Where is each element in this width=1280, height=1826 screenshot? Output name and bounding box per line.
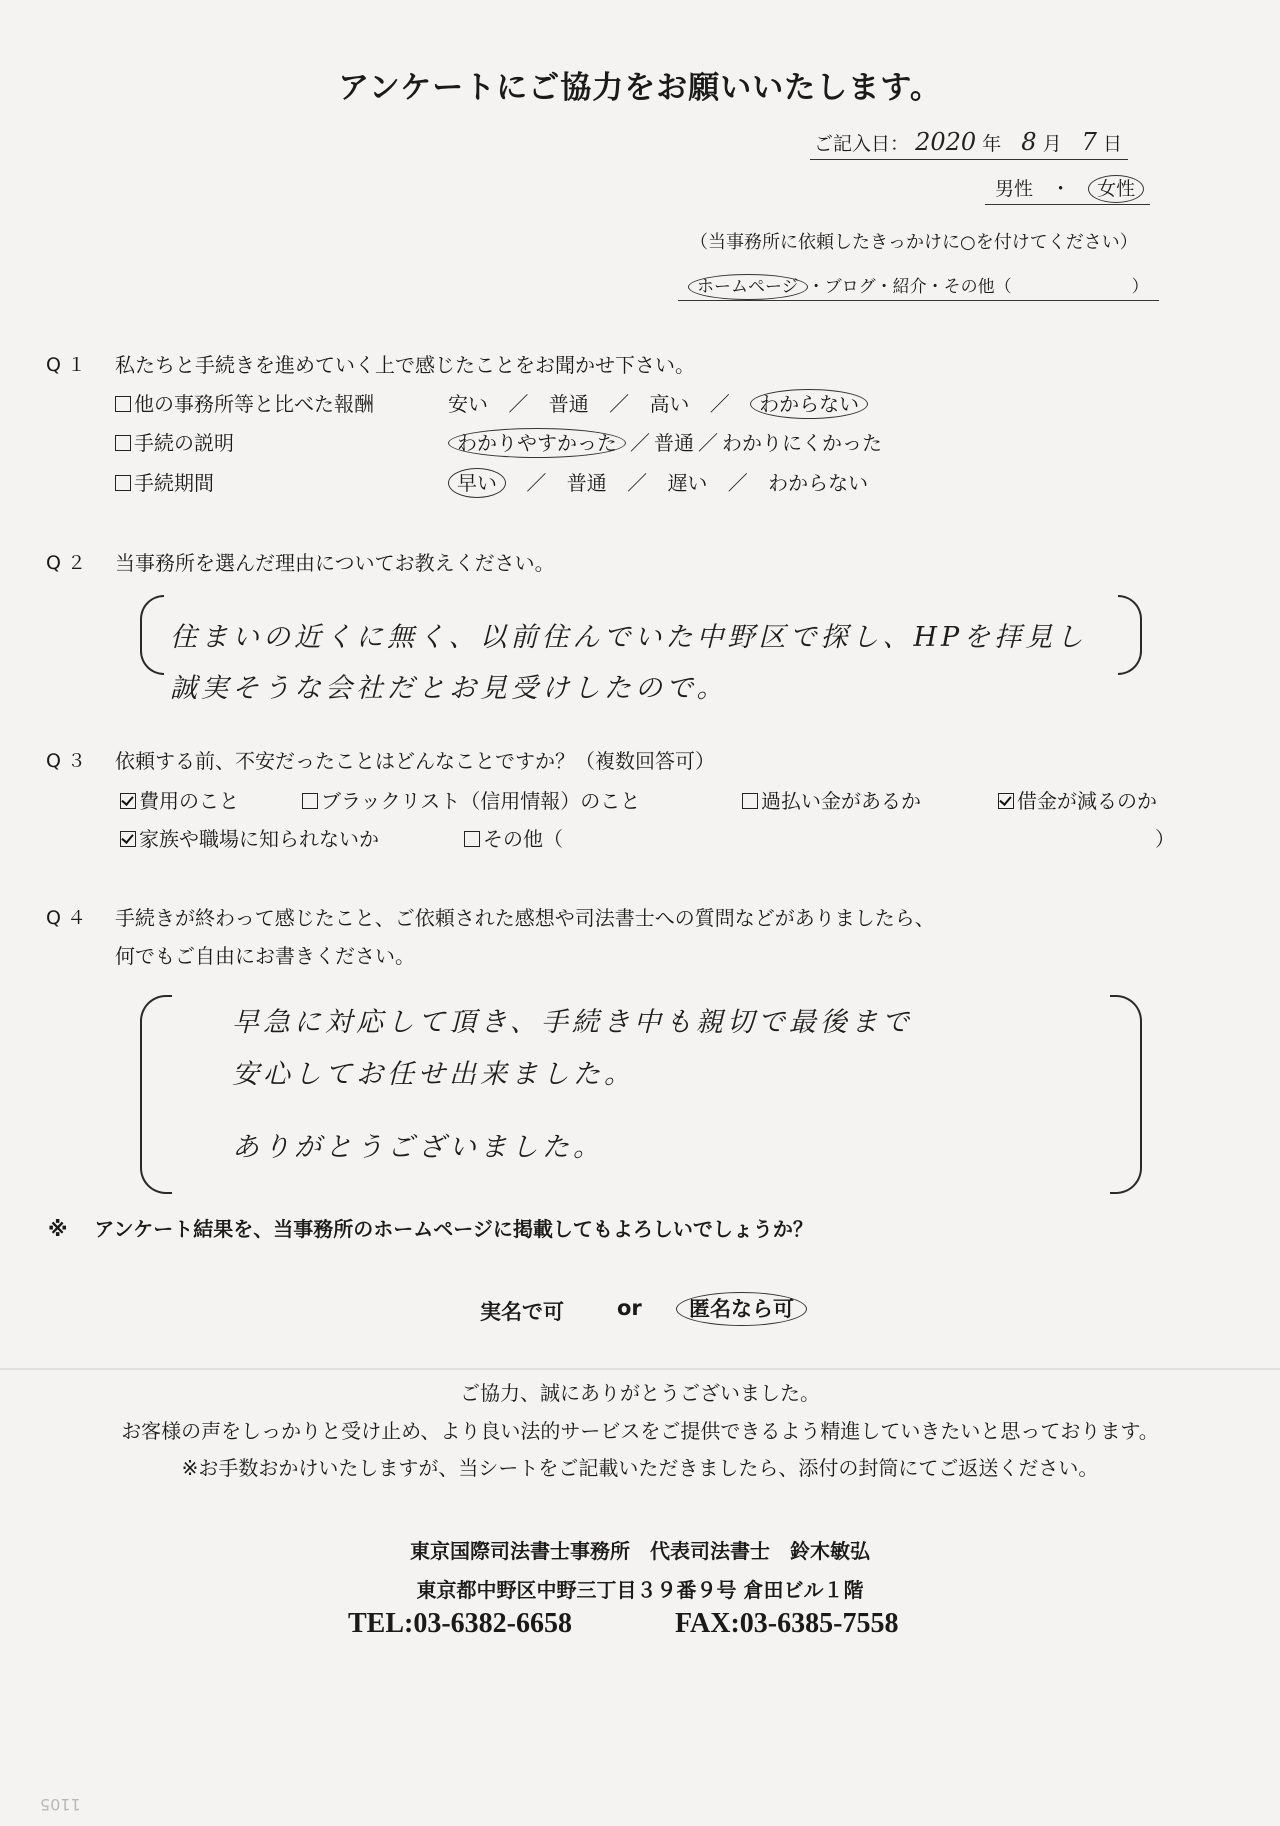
trigger-homepage-circled: ホームページ: [688, 274, 808, 300]
separator: ／: [630, 431, 650, 455]
q3-option-cost-label: 費用のこと: [139, 789, 239, 813]
option-anonymous-label: 匿名なら可: [676, 1292, 807, 1326]
gender-separator: ・: [1051, 178, 1071, 200]
q2-question: 当事務所を選んだ理由についてお教えください。: [115, 551, 555, 575]
q1-row-explanation: [115, 427, 234, 456]
option-real-name[interactable]: 実名で可: [480, 1300, 564, 1324]
footer-thanks: ご協力、誠にありがとうございました。: [460, 1381, 820, 1405]
checkbox-checked-icon[interactable]: [120, 831, 136, 847]
q3-option-family-work-label: 家族や職場に知られないか: [139, 827, 379, 851]
checkbox-icon[interactable]: [742, 793, 758, 809]
trigger-close-paren: ）: [1131, 277, 1149, 297]
option-normal[interactable]: 普通: [548, 392, 589, 416]
office-address: 東京都中野区中野三丁目３９番９号 倉田ビル１階: [416, 1578, 864, 1602]
footer-message: お客様の声をしっかりと受け止め、より良い法的サービスをご提供できるよう精進していきたいと思っております。: [121, 1419, 1159, 1443]
answer-bracket-left: [140, 995, 172, 1194]
pencil-mark: 1105: [40, 1795, 81, 1814]
option-cheap[interactable]: 安い: [448, 392, 488, 416]
gender-choice: [985, 174, 1150, 205]
option-or: or: [617, 1296, 642, 1320]
q1-question: 私たちと手続きを進めていく上で感じたことをお聞かせ下さい。: [115, 353, 695, 377]
trigger-options: ・ブログ・紹介・その他（: [807, 277, 1012, 297]
publication-question: [48, 1213, 813, 1242]
separator: ／: [698, 431, 718, 455]
option-fast-circled[interactable]: 早い: [448, 468, 506, 498]
checkbox-checked-icon[interactable]: [998, 793, 1014, 809]
office-name: 東京国際司法書士事務所 代表司法書士 鈴木敏弘: [410, 1539, 870, 1563]
checkbox-icon[interactable]: [464, 831, 480, 847]
option-anonymous-circled[interactable]: [676, 1293, 807, 1323]
q1-row-explanation-label: 手続の説明: [134, 431, 234, 455]
q4-question-line-2: 何でもご自由にお書きください。: [115, 944, 415, 968]
option-normal[interactable]: 普通: [654, 431, 694, 455]
date-day: 7: [1081, 128, 1097, 156]
office-fax: FAX:03-6385-7558: [675, 1608, 899, 1639]
q3-close-paren: ）: [1155, 827, 1175, 851]
checkbox-icon[interactable]: [115, 475, 131, 491]
page-title: アンケートにご協力をお願いいたします。: [338, 70, 942, 106]
separator: ／: [609, 392, 630, 416]
q3-label: Q３: [46, 750, 92, 772]
publication-question-text: アンケート結果を、当事務所のホームページに掲載してもよろしいでしょうか？: [94, 1217, 813, 1241]
answer-bracket-left: [140, 595, 164, 675]
q3-option-debt-reduction[interactable]: [998, 785, 1157, 814]
q1-row-explanation-options: [448, 427, 882, 456]
q3-option-other-label: その他（: [483, 827, 563, 851]
q3-option-cost[interactable]: [120, 785, 239, 814]
q3-option-blacklist-label: ブラックリスト（信用情報）のこと: [321, 789, 641, 813]
separator: ／: [709, 392, 730, 416]
q3-option-overpayment[interactable]: [742, 785, 921, 814]
gender-male: 男性: [995, 178, 1034, 200]
date-label: ご記入日：: [814, 133, 910, 155]
q3-option-debt-reduction-label: 借金が減るのか: [1017, 789, 1157, 813]
separator: ／: [508, 392, 529, 416]
q4-question-line-1: 手続きが終わって感じたこと、ご依頼された感想や司法書士への質問などがありましたら、: [115, 906, 935, 930]
q1-row-fee: [115, 388, 374, 417]
entry-date: [810, 128, 1128, 160]
option-normal[interactable]: 普通: [566, 471, 607, 495]
checkbox-icon[interactable]: [302, 793, 318, 809]
q2-answer-line-2: 誠実そうな会社だとお見受けしたので。: [170, 673, 728, 704]
q3-option-family-work[interactable]: [120, 823, 379, 852]
checkbox-icon[interactable]: [115, 396, 131, 412]
day-unit: 日: [1102, 133, 1122, 155]
checkbox-checked-icon[interactable]: [120, 793, 136, 809]
q1-row-duration-options: [448, 467, 868, 496]
q4-label: Q４: [46, 907, 92, 929]
q2-label: Q２: [46, 552, 92, 574]
option-hard[interactable]: わかりにくかった: [722, 431, 882, 455]
q3-option-blacklist[interactable]: [302, 785, 640, 814]
month-unit: 月: [1042, 133, 1062, 155]
q1-row-fee-label: 他の事務所等と比べた報酬: [134, 392, 374, 416]
q4-answer-line-2: 安心してお任せ出来ました。: [232, 1059, 635, 1090]
checkbox-icon[interactable]: [115, 435, 131, 451]
gender-female-circled: 女性: [1088, 175, 1144, 203]
fold-line: [0, 1368, 1280, 1370]
year-unit: 年: [982, 133, 1002, 155]
footer-return-note: ※お手数おかけいたしますが、当シートをご記載いただきましたら、添付の封筒にてご返送ください。: [181, 1456, 1099, 1480]
trigger-choice: [678, 272, 1159, 301]
option-slow[interactable]: 遅い: [667, 471, 708, 495]
q3-question: 依頼する前、不安だったことはどんなことですか？（複数回答可）: [115, 749, 715, 773]
q1-row-duration-label: 手続期間: [134, 471, 214, 495]
answer-bracket-right: [1110, 995, 1142, 1194]
notice-mark: ※: [48, 1217, 68, 1241]
separator: ／: [526, 471, 547, 495]
q4-answer-line-3: ありがとうございました。: [232, 1132, 604, 1163]
separator: ／: [727, 471, 748, 495]
q4-answer-line-1: 早急に対応して頂き、手続き中も親切で最後まで: [232, 1007, 913, 1038]
q2-answer-line-1: 住まいの近くに無く、以前住んでいた中野区で探し、HPを拝見し: [170, 622, 1088, 653]
answer-bracket-right: [1118, 595, 1142, 675]
option-unknown[interactable]: わからない: [768, 471, 869, 495]
separator: ／: [627, 471, 648, 495]
q3-option-overpayment-label: 過払い金があるか: [761, 789, 921, 813]
date-year: 2020: [915, 128, 977, 156]
option-high[interactable]: 高い: [649, 392, 690, 416]
q3-option-other[interactable]: [464, 823, 563, 852]
office-tel: TEL:03-6382-6658: [348, 1608, 572, 1639]
q1-label: Q１: [46, 354, 92, 376]
date-month: 8: [1021, 128, 1037, 156]
q1-row-duration: [115, 467, 214, 496]
option-easy-circled[interactable]: わかりやすかった: [448, 428, 626, 458]
option-unknown-circled[interactable]: わからない: [750, 389, 868, 419]
trigger-instruction: （当事務所に依頼したきっかけに○を付けてください）: [690, 232, 1138, 253]
q1-row-fee-options: [448, 388, 868, 417]
